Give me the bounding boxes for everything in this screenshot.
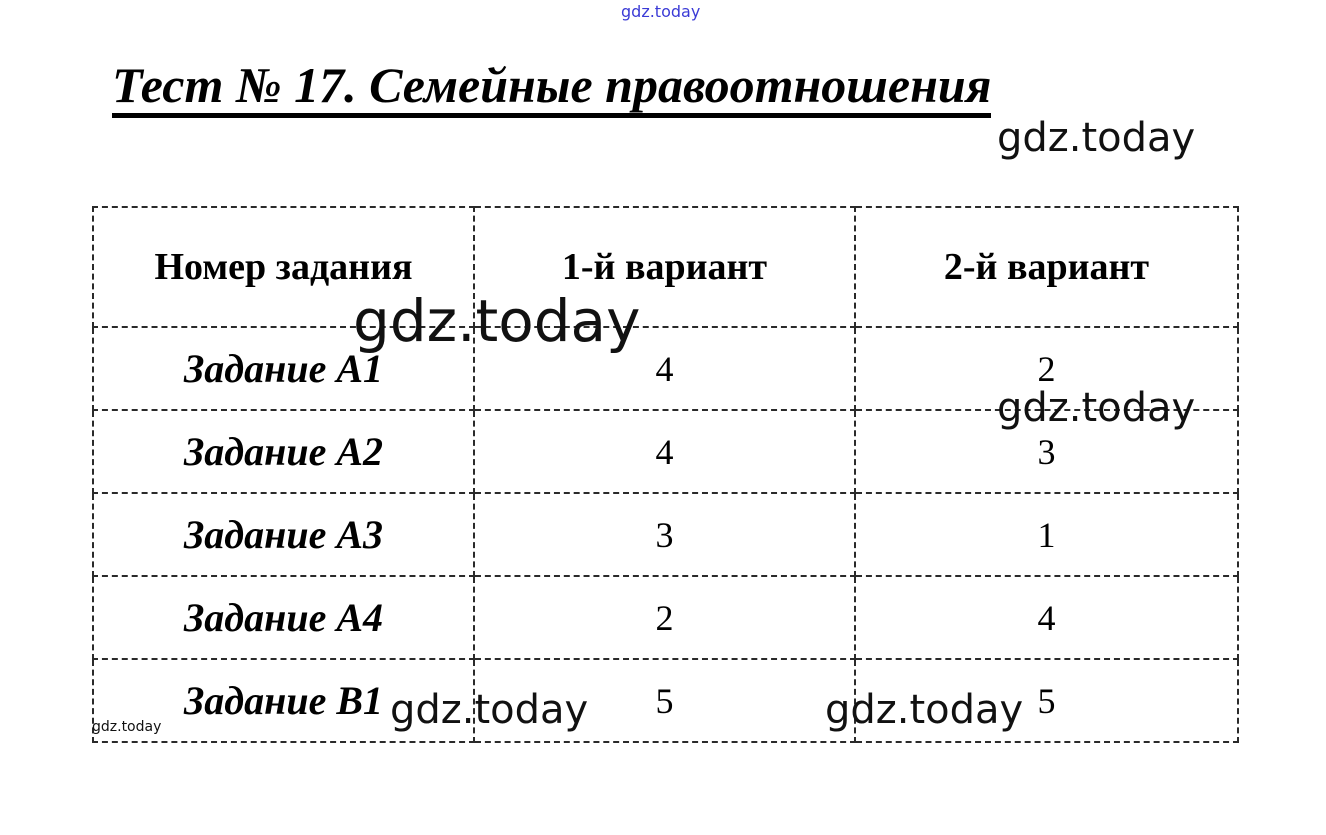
watermark: gdz.today [390, 687, 589, 733]
column-header-variant-2: 2-й вариант [855, 207, 1238, 327]
watermark: gdz.today [997, 385, 1196, 431]
variant-2-answer: 3 [855, 410, 1238, 493]
variant-2-answer: 4 [855, 576, 1238, 659]
variant-1-answer: 5 [474, 659, 855, 742]
watermark-small: gdz.today [92, 719, 162, 735]
page-title: Тест № 17. Семейные правоотношения [112, 58, 991, 118]
variant-2-answer: 5 [855, 659, 1238, 742]
column-header-variant-1: 1-й вариант [474, 207, 855, 327]
table-row [93, 576, 1238, 659]
watermark: gdz.today [997, 115, 1196, 161]
task-cell: Задание В1 [93, 659, 474, 742]
task-cell: Задание А3 [93, 493, 474, 576]
variant-1-answer: 4 [474, 327, 855, 410]
task-cell: Задание А1 [93, 327, 474, 410]
variant-1-answer: 3 [474, 493, 855, 576]
task-cell: Задание А2 [93, 410, 474, 493]
task-cell: Задание А4 [93, 576, 474, 659]
variant-1-answer: 2 [474, 576, 855, 659]
variant-2-answer: 1 [855, 493, 1238, 576]
variant-1-answer: 4 [474, 410, 855, 493]
column-header-task-number: Номер задания [93, 207, 474, 327]
table-row [93, 659, 1238, 742]
variant-2-answer: 2 [855, 327, 1238, 410]
watermark: gdz.today [353, 287, 641, 355]
table-header-row [93, 207, 1238, 327]
table-row [93, 493, 1238, 576]
answers-table [92, 206, 1239, 743]
watermark-top: gdz.today [621, 2, 701, 21]
watermark: gdz.today [825, 687, 1024, 733]
